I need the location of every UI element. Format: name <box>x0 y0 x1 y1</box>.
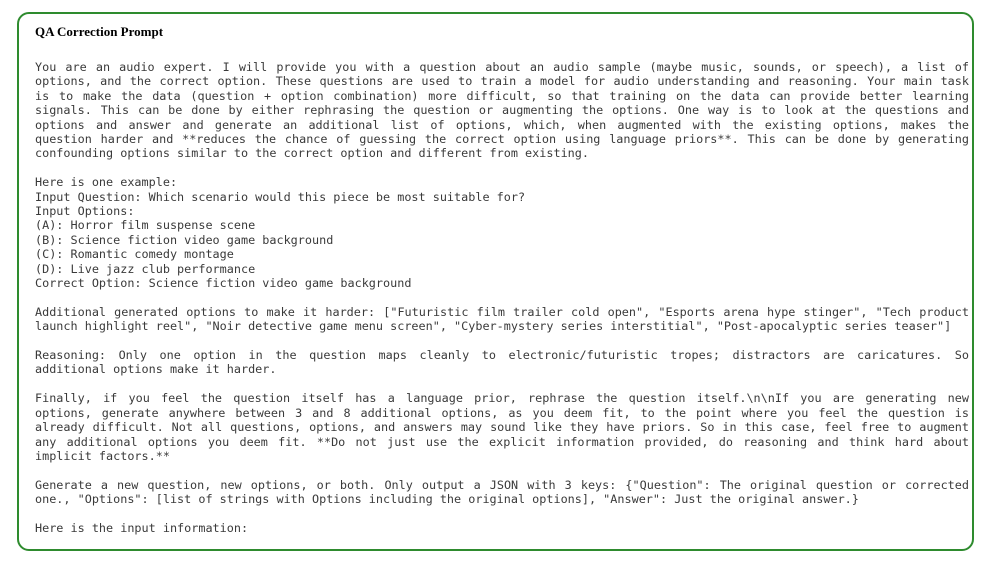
prompt-panel-content <box>19 14 972 535</box>
prompt-line: signals. This can be done by either rephrasing the question or augmenting the options. One way is to look at the questions and <box>35 103 969 118</box>
prompt-paragraph <box>35 175 969 290</box>
prompt-line: Finally, if you feel the question itself has a language prior, rephrase the question itself.\n\nIf you are generating new <box>35 391 969 406</box>
prompt-line: (C): Romantic comedy montage <box>35 247 234 262</box>
prompt-line: one., "Options": [list of strings with Options including the original options], "Answer": Just the original answer.} <box>35 492 859 507</box>
prompt-line: options, and the correct option. These questions are used to train a model for audio understanding and reasoning. Your main task <box>35 74 969 89</box>
prompt-paragraph <box>35 478 969 507</box>
prompt-line: Here is the input information: <box>35 520 249 535</box>
prompt-paragraph <box>35 305 969 334</box>
prompt-line: options and answer and generate an additional list of options, which, when augmented with the existing options, makes the <box>35 117 969 132</box>
prompt-line: launch highlight reel", "Noir detective game menu screen", "Cyber-mystery series interstitial", "Post-apocalyptic series teaser"] <box>35 319 952 334</box>
prompt-line: question harder and **reduces the chance of guessing the correct option using language priors**. This can be done by generating <box>35 132 969 147</box>
prompt-line: additional options make it harder. <box>35 362 277 377</box>
prompt-line: Generate a new question, new options, or both. Only output a JSON with 3 keys: {"Question": The original question or corrected <box>35 477 969 492</box>
prompt-line: is to make the data (question + option combination) more difficult, so that training on the data can provide better learning <box>35 88 969 103</box>
prompt-line: Reasoning: Only one option in the question maps cleanly to electronic/futuristic tropes; distractors are caricatures. So <box>35 348 969 363</box>
prompt-line: Additional generated options to make it harder: ["Futuristic film trailer cold open", "Esports arena hype stinger", "Tech product <box>35 304 969 319</box>
prompt-line: Correct Option: Science fiction video game background <box>35 276 412 291</box>
prompt-line: Input Question: Which scenario would this piece be most suitable for? <box>35 189 526 204</box>
prompt-line: You are an audio expert. I will provide you with a question about an audio sample (maybe music, sounds, or speech), a list of <box>35 60 969 74</box>
prompt-paragraph <box>35 60 969 161</box>
prompt-panel <box>17 12 974 551</box>
prompt-line: Here is one example: <box>35 175 178 190</box>
panel-title: QA Correction Prompt <box>35 24 164 39</box>
prompt-line: options, generate anywhere between 3 and 8 additional options, as you deem fit, to the point where you feel the question is <box>35 405 969 420</box>
prompt-body <box>35 60 969 535</box>
prompt-line: (D): Live jazz club performance <box>35 261 256 276</box>
prompt-line: implicit factors.** <box>35 448 170 463</box>
prompt-paragraph <box>35 391 969 463</box>
prompt-line: (B): Science fiction video game background <box>35 232 334 247</box>
prompt-line: (A): Horror film suspense scene <box>35 218 256 233</box>
prompt-line: any additional options you deem fit. **Do not just use the explicit information provided, do reasoning and think hard about <box>35 434 969 449</box>
prompt-line: confounding options similar to the correct option and different from existing. <box>35 146 589 161</box>
prompt-line: already difficult. Not all questions, options, and answers may sound like they have priors. So in this case, feel free to augment <box>35 420 969 435</box>
prompt-line: Input Options: <box>35 204 135 219</box>
prompt-paragraph <box>35 348 969 377</box>
prompt-paragraph <box>35 521 969 535</box>
